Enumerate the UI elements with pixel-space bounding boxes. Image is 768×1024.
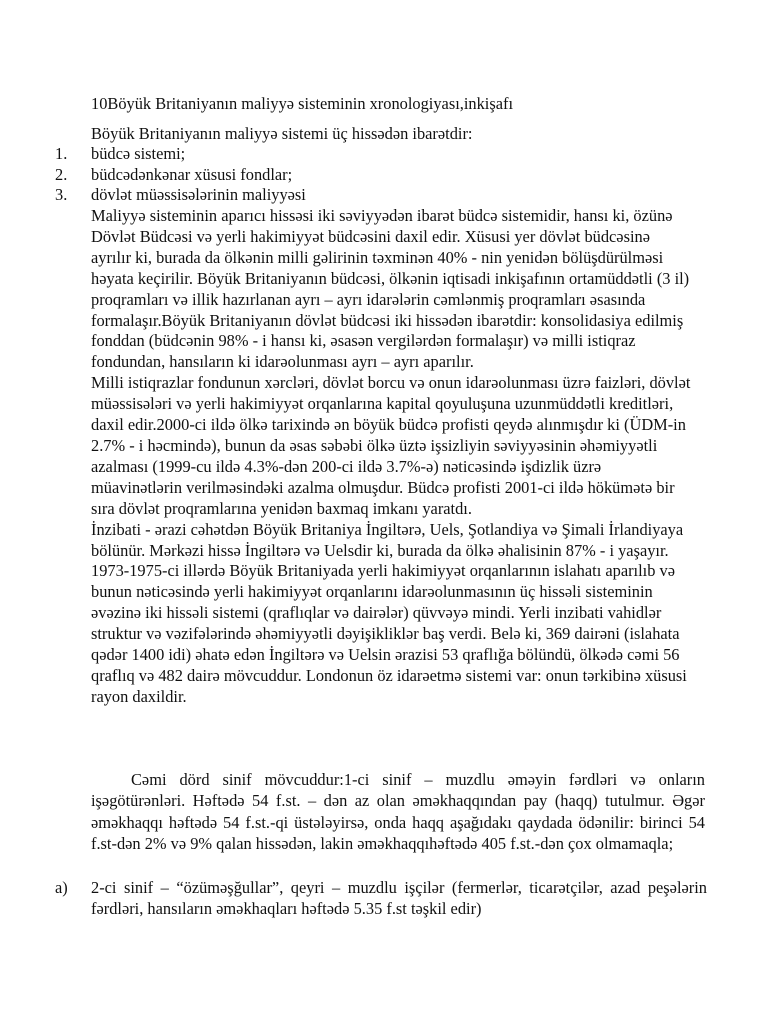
numbered-list [55, 144, 695, 206]
list-number: 3. [55, 185, 68, 204]
lettered-list [55, 877, 707, 920]
list-item [55, 165, 695, 186]
paragraph-classes: Cəmi dörd sinif mövcuddur:1-ci sinif – muzdlu əməyin fərdləri və onların işəgötürənləri. Həftədə 54 f.st. – dən az olan əməkhaqqından pay (haqq) tutulmur. Əgər əməkhaqqı həftədə 54 f.st.-qi üstələyirsə, onda haqq aşağıdakı qaydada ödənilir: birinci 54 f.st-dən 2% və 9% qalan hissədən, lakin əməkhaqqıhəftədə 405 f.st.-dən çox olmamaqla; [91, 770, 705, 854]
classes-section [91, 769, 705, 855]
list-item-text: büdcə sistemi; [91, 144, 186, 163]
body-text [91, 206, 693, 708]
list-item [55, 144, 695, 165]
intro-line: Böyük Britaniyanın maliyyə sistemi üç hissədən ibarətdir: [91, 124, 473, 143]
paragraph-administrative-division: İnzibati - ərazi cəhətdən Böyük Britaniya İngiltərə, Uels, Şotlandiya və Şimali İrlandiyaya bölünür. Mərkəzi hissə İngiltərə və Uelsdir ki, burada da ölkə əhalisinin 87% - i yaşayır. 1973-1975-ci illərdə Böyük Britaniyada yerli hakimiyyət orqanlarının islahatı aparılıb və bunun nəticəsində yerli hakimiyyət orqanlarını idarəolunmasının üç hissəli sisteminin əvəzinə iki hissəli sistemi (qraflıqlar və dairələr) qüvvəyə mindi. Yerli inzibati vahidlər struktur və vəzifələrində əhəmiyyətli dəyişikliklər baş verdi. Belə ki, 369 dairəni (islahata qədər 1400 idi) əhatə edən İngiltərə və Uelsin ərazisi 53 qraflığa bölündü, ölkədə cəmi 56 qraflıq və 482 dairə mövcuddur. Londonun öz idarəetmə sistemi var: onun tərkibinə xüsusi rayon daxildir. [91, 519, 687, 706]
list-item-text: dövlət müəssisələrinin maliyyəsi [91, 185, 306, 204]
document-title: 10Böyük Britaniyanın maliyyə sisteminin xronologiyası,inkişafı [91, 94, 514, 113]
paragraph-bond-fund: Milli istiqrazlar fondunun xərcləri, dövlət borcu və onun idarəolunması üzrə faizləri, dövlət müəssisələri və yerli hakimiyyət orqanlarına kapital qoyuluşuna uzunmüddətli kreditləri, daxil edir.2000-ci ildə ölkə tarixində ən böyük büdcə profisti qeydə alınmışdır ki (ÜDM-in 2.7% - i həcmində), bunun da əsas səbəbi ölkə üztə işsizliyin səviyyəsinin əhəmiyyətli azalması (1999-cu ildə 4.3%-dən 200-ci ildə 3.7%-ə) nəticəsində işdizlik üzrə müavinətlərin verilməsindəki azalma olmuşdur. Büdcə profisti 2001-ci ildə hökümətə bir sıra dövlət proqramlarına yenidən baxmaq imkanı yaratdı. [91, 373, 691, 518]
list-number: 1. [55, 144, 68, 163]
list-number: 2. [55, 164, 68, 184]
list-item-text: 2-ci sinif – “özüməşğullar”, qeyri – muzdlu işçilər (fermerlər, ticarətçilər, azad peşələrin fərdləri, hansıların əməkhaqları həftədə 5.35 f.st təşkil edir) [91, 878, 707, 919]
list-item [55, 877, 707, 920]
list-letter: a) [55, 878, 68, 897]
paragraph-financial-system: Maliyyə sisteminin aparıcı hissəsi iki səviyyədən ibarət büdcə sistemidir, hansı ki, özünə Dövlət Büdcəsi və yerli hakimiyyət büdcəsini daxil edir. Xüsusi yer dövlət büdcəsinə ayrılır ki, burada da ölkənin milli gəlirinin təxminən 40% - nin yenidən bölüşdürülməsi həyata keçirilir. Böyük Britaniyanın büdcəsi, ölkənin iqtisadi inkişafının ortamüddətli (3 il) proqramları və illik hazırlanan ayrı – ayrı idarələrin cəmlənmiş proqramları əsasında formalaşır.Böyük Britaniyanın dövlət büdcəsi iki hissədən ibarətdir: konsolidasiya edilmiş fonddan (büdcənin 98% - i hansı ki, əsasən vergilərdən formalaşır) və milli istiqraz fondundan, hansıların ki idarəolunması ayrı – ayrı aparılır. [91, 206, 690, 372]
list-item [55, 185, 695, 206]
list-item-text: büdcədənkənar xüsusi fondlar; [91, 164, 293, 184]
